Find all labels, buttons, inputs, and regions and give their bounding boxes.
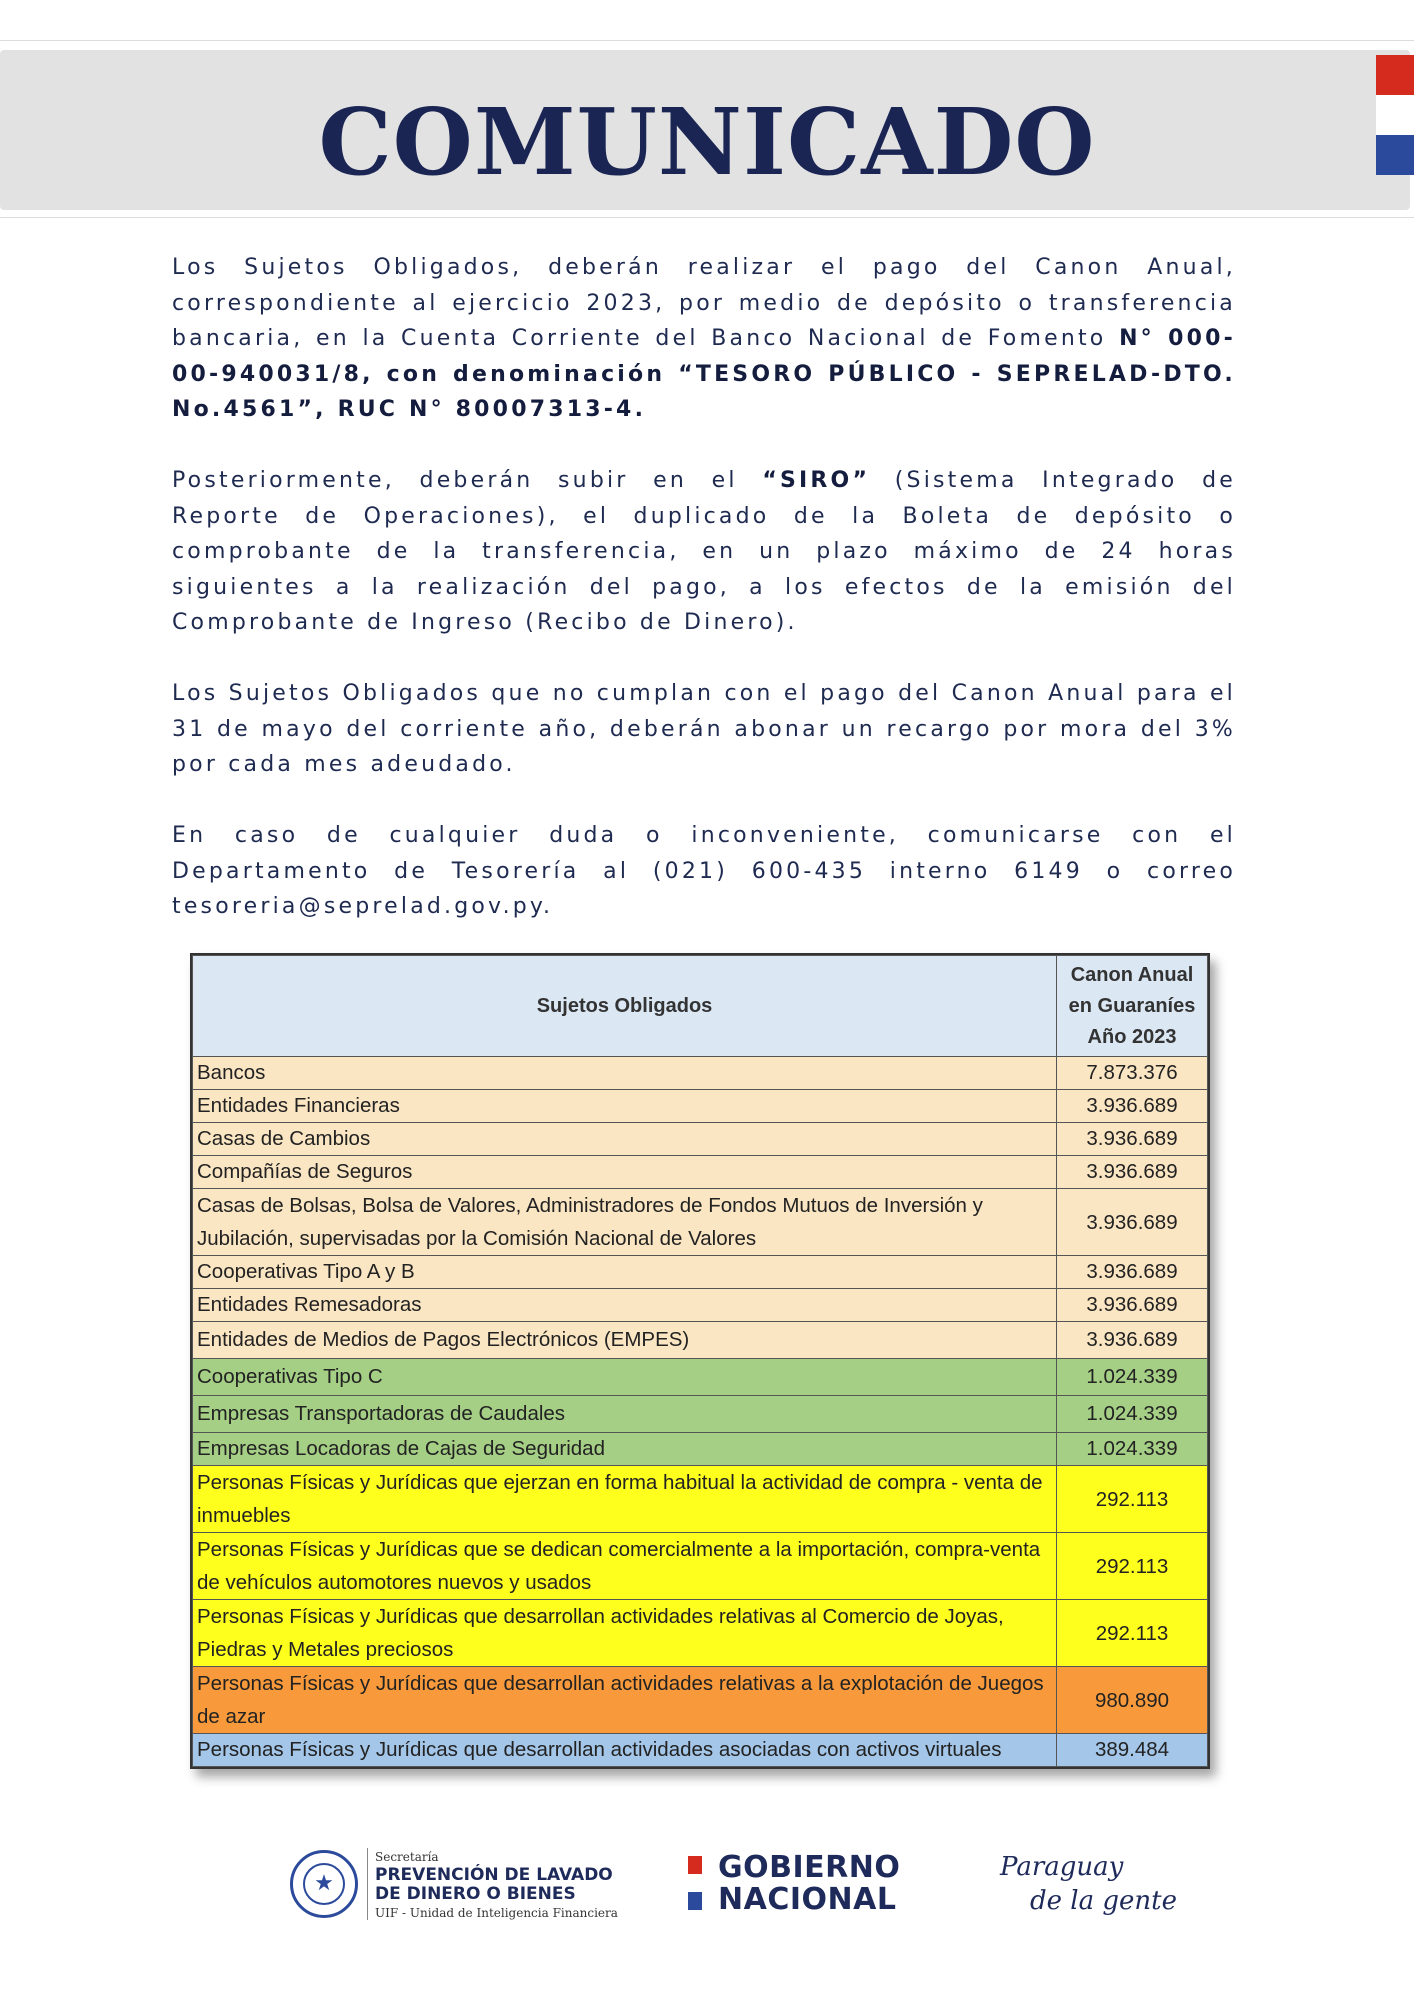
siro-label: “SIRO” (762, 468, 871, 493)
table-row: Personas Físicas y Jurídicas que se dedican comercialmente a la importación, compra-venta de vehículos automotores nuevos y usados 292.113 (193, 1533, 1208, 1600)
table-row: Casas de Bolsas, Bolsa de Valores, Administradores de Fondos Mutuos de Inversión y Jubilación, supervisadas por la Comisión Nacional de Valores 3.936.689 (193, 1189, 1208, 1256)
paraguay-slogan-logo: Paraguay de la gente (1000, 1852, 1177, 1916)
table-row: Casas de Cambios 3.936.689 (193, 1123, 1208, 1156)
table-row: Cooperativas Tipo C 1.024.339 (193, 1359, 1208, 1396)
page-title: COMUNICADO (318, 88, 1096, 196)
footer-logos (0, 1840, 1414, 1950)
table-row: Entidades de Medios de Pagos Electrónicos (EMPES) 3.936.689 (193, 1322, 1208, 1359)
paragraph-payment: Los Sujetos Obligados, deberán realizar el pago del Canon Anual, correspondiente al ejercicio 2023, por medio de depósito o transferencia bancaria, en la Cuenta Corriente del Banco Nacional de Fomento N° 000-00-940031/8, con denominación “TESORO PÚBLICO - SEPRELAD-DTO. No.4561”, RUC N° 80007313-4. (172, 255, 1236, 422)
paragraph-surcharge: Los Sujetos Obligados que no cumplan con el pago del Canon Anual para el 31 de mayo del corriente año, deberán abonar un recargo por mora del 3% por cada mes adeudado. (172, 681, 1236, 777)
table-row: Personas Físicas y Jurídicas que desarrollan actividades asociadas con activos virtuales 389.484 (193, 1734, 1208, 1767)
table-row: Personas Físicas y Jurídicas que desarrollan actividades relativas al Comercio de Joyas, Piedras y Metales preciosos 292.113 (193, 1600, 1208, 1667)
gobierno-nacional-logo: GOBIERNO NACIONAL (718, 1850, 901, 1917)
table-row: Personas Físicas y Jurídicas que desarrollan actividades relativas a la explotación de Juegos de azar 980.890 (193, 1667, 1208, 1734)
table-row: Cooperativas Tipo A y B 3.936.689 (193, 1256, 1208, 1289)
table-row: Compañías de Seguros 3.936.689 (193, 1156, 1208, 1189)
national-seal-icon: ★ (290, 1850, 358, 1918)
table-row: Entidades Remesadoras 3.936.689 (193, 1289, 1208, 1322)
paragraph-siro: Posteriormente, deberán subir en el “SIRO” (Sistema Integrado de Reporte de Operaciones), el duplicado de la Boleta de depósito o comprobante de la transferencia, en un plazo máximo de 24 horas siguientes a la realización del pago, a los efectos de la emisión del Comprobante de Ingreso (Recibo de Dinero). (172, 468, 1236, 635)
top-divider (0, 40, 1414, 41)
header-subjects: Sujetos Obligados (193, 956, 1057, 1057)
gobierno-flag-icon (688, 1856, 702, 1910)
account-details: N° 000-00-940031/8, con denominación “TESORO PÚBLICO - SEPRELAD-DTO. No.4561”, RUC N° 80007313-4. (172, 326, 1236, 422)
logo-separator (367, 1848, 368, 1920)
table-row: Empresas Transportadoras de Caudales 1.024.339 (193, 1396, 1208, 1433)
table-row: Personas Físicas y Jurídicas que ejerzan en forma habitual la actividad de compra - venta de inmuebles 292.113 (193, 1466, 1208, 1533)
header-divider (0, 217, 1414, 218)
table-row: Empresas Locadoras de Cajas de Seguridad 1.024.339 (193, 1433, 1208, 1466)
communique-body (172, 250, 1236, 960)
table-row: Entidades Financieras 3.936.689 (193, 1090, 1208, 1123)
canon-table (190, 953, 1210, 1769)
uif-label: UIF - Unidad de Inteligencia Financiera (375, 1906, 618, 1920)
secretaria-label: Secretaría (375, 1850, 439, 1864)
paraguay-flag-icon (1376, 55, 1414, 175)
secretaria-name: PREVENCIÓN DE LAVADO DE DINERO O BIENES (375, 1865, 613, 1904)
header-canon: Canon Anual en Guaraníes Año 2023 (1057, 956, 1208, 1057)
paragraph-contact: En caso de cualquier duda o inconveniente, comunicarse con el Departamento de Tesorería al (021) 600-435 interno 6149 o correo tesoreria@seprelad.gov.py. (172, 823, 1236, 919)
table-row: Bancos 7.873.376 (193, 1057, 1208, 1090)
